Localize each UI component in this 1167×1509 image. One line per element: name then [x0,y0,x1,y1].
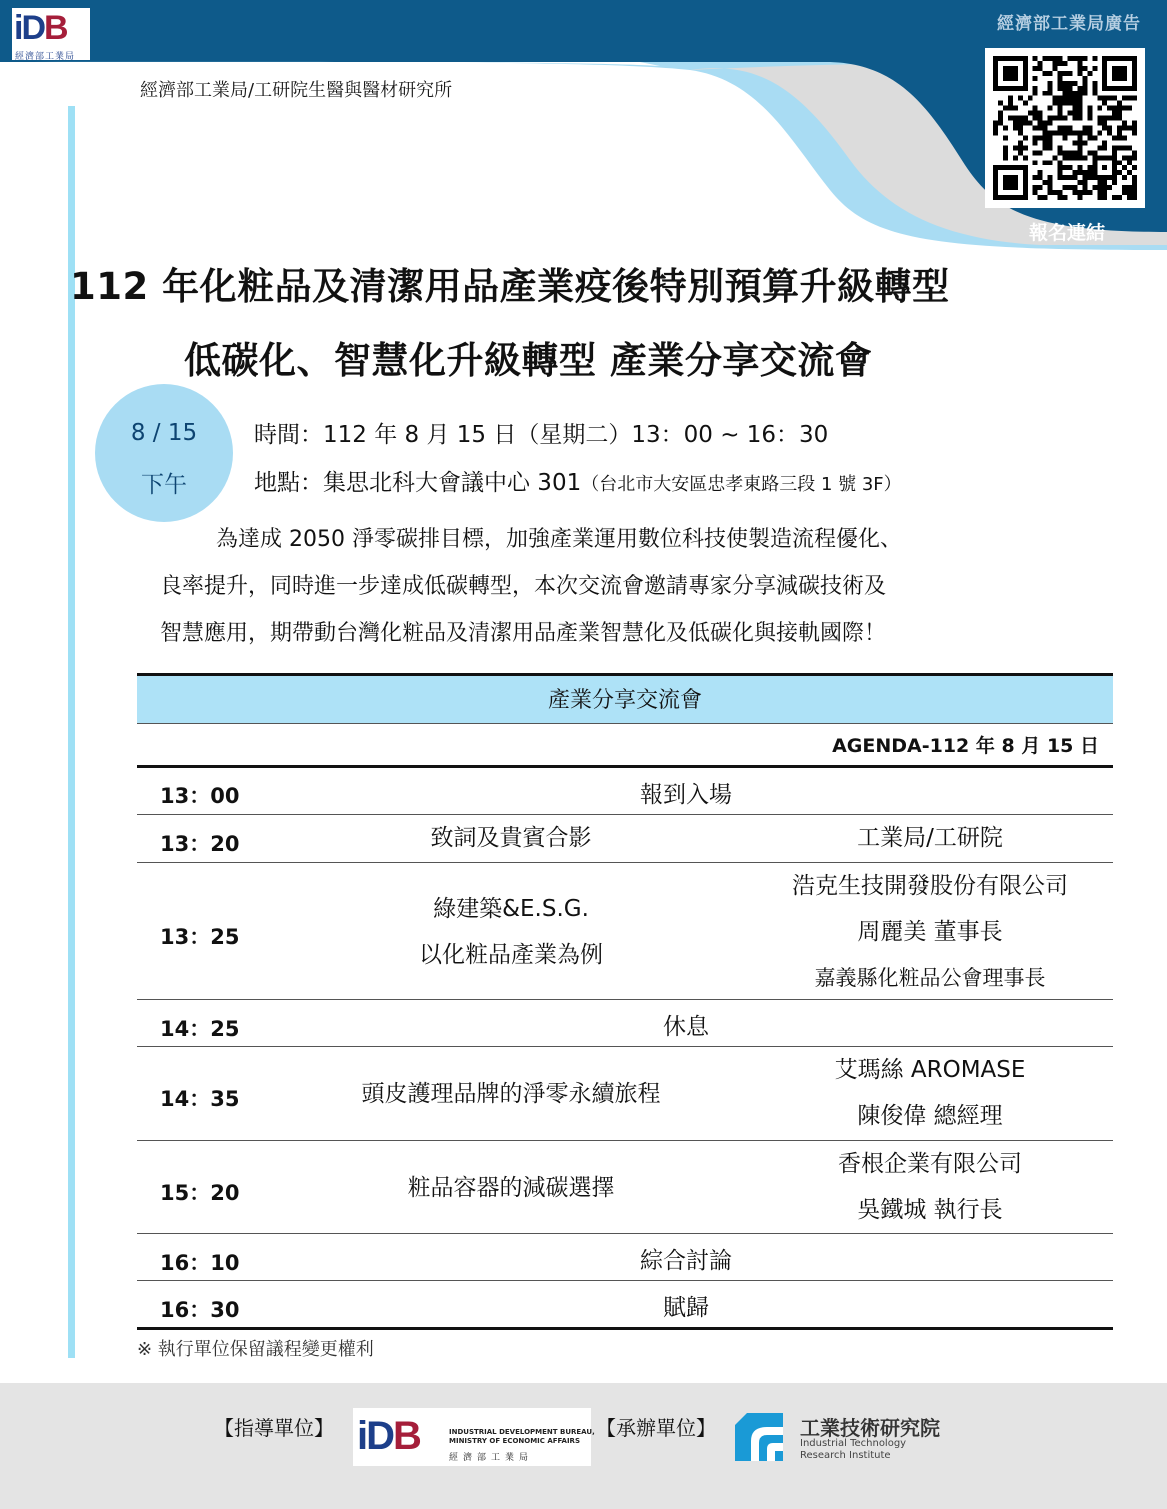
event-title: 112 年化粧品及清潔用品產業疫後特別預算升級轉型 [70,265,950,308]
idb-logo [12,8,90,60]
agenda-speaker-role: 嘉義縣化粧品公會理事長 [814,966,1046,990]
event-address: （台北市大安區忠孝東路三段 1 號 3F） [581,474,902,495]
agenda-row [137,1000,1113,1047]
agenda-speaker-name: 陳俊偉 總經理 [857,1103,1003,1129]
agenda-topic [274,886,748,978]
idb-logo-mark: iDB [14,9,67,47]
agenda-row [137,1234,1113,1281]
date-badge-period: 下午 [141,472,187,498]
registration-qr-code[interactable] [985,48,1145,208]
agenda-topic: 致詞及貴賓合影 [430,825,592,851]
agenda-time: 13：00 [160,784,240,808]
agenda-topic-line: 以化粧品產業為例 [419,942,603,968]
date-badge [95,384,233,522]
agenda-item: 報到入場 [640,782,732,808]
organizer-label: 【承辦單位】 [596,1416,716,1440]
agenda-item: 綜合討論 [640,1248,732,1274]
agenda-row [137,768,1113,815]
intro-paragraph [160,516,1080,657]
agenda-time: 13：20 [160,832,240,856]
agenda-time: 15：20 [160,1181,240,1205]
agenda-time: 16：30 [160,1298,240,1322]
agenda-row [137,863,1113,1000]
agenda-speaker [761,863,1099,1001]
registration-link-label[interactable]: 報名連結 [1028,222,1105,244]
event-place-name: 地點：集思北科大會議中心 301 [254,470,582,496]
date-badge-date: 8 / 15 [130,420,198,446]
agenda-speaker: 工業局/工研院 [857,825,1003,851]
intro-line: 良率提升，同時進一步達成低碳轉型，本次交流會邀請專家分享減碳技術及 [160,574,887,599]
agenda-speaker-org: 艾瑪絲 AROMASE [834,1057,1026,1083]
idb-footer-logo [353,1408,595,1466]
agenda-speaker-name: 吳鐵城 執行長 [857,1197,1003,1223]
agenda-topic: 頭皮護理品牌的淨零永續旅程 [361,1081,661,1107]
agenda-row [137,1141,1113,1234]
agenda-speaker-org: 浩克生技開發股份有限公司 [792,873,1068,899]
agenda-row [137,815,1113,863]
agenda-row [137,1281,1113,1330]
agenda-item: 休息 [663,1014,709,1040]
agenda-item: 賦歸 [663,1295,709,1321]
guidance-label: 【指導單位】 [214,1416,334,1440]
agenda-time: 14：25 [160,1017,240,1041]
intro-line: 為達成 2050 淨零碳排目標，加強產業運用數位科技使製造流程優化、 [216,527,902,552]
itri-name-zh: 工業技術研究院 [800,1416,940,1440]
agenda-speaker [761,1141,1099,1233]
ad-label: 經濟部工業局廣告 [997,14,1141,34]
event-subtitle: 低碳化、智慧化升級轉型 產業分享交流會 [184,339,873,382]
event-time: 時間：112 年 8 月 15 日（星期二）13：00 ~ 16：30 [254,422,829,448]
idb-footer-logo-mark: iDB [357,1414,420,1458]
organizer-line: 經濟部工業局/工研院生醫與醫材研究所 [140,80,453,101]
agenda-topic-line: 綠建築&E.S.G. [433,896,589,922]
agenda-speaker-name: 周麗美 董事長 [857,919,1003,945]
agenda-table [137,673,1113,1330]
agenda-time: 13：25 [160,925,240,949]
idb-logo-sub: 經濟部工業局 [15,52,76,62]
agenda-row [137,1047,1113,1141]
agenda-speaker [761,1047,1099,1139]
agenda-time: 16：10 [160,1251,240,1275]
itri-logo-icon [735,1413,783,1461]
agenda-date: AGENDA-112 年 8 月 15 日 [137,724,1113,768]
agenda-speaker-org: 香根企業有限公司 [838,1151,1022,1177]
intro-line: 智慧應用，期帶動台灣化粧品及清潔用品產業智慧化及低碳化與接軌國際！ [160,621,887,646]
idb-footer-en: INDUSTRIAL DEVELOPMENT BUREAU, MINISTRY OF ECONOMIC AFFAIRS [449,1428,595,1445]
idb-footer-zh: 經濟部工業局 [449,1453,534,1463]
event-place [254,464,902,497]
itri-name-en: Industrial Technology Research Institute [800,1438,907,1461]
agenda-topic: 粧品容器的減碳選擇 [407,1175,615,1201]
agenda-footnote: ※ 執行單位保留議程變更權利 [137,1339,374,1360]
agenda-header: 產業分享交流會 [137,676,1113,724]
agenda-time: 14：35 [160,1087,240,1111]
